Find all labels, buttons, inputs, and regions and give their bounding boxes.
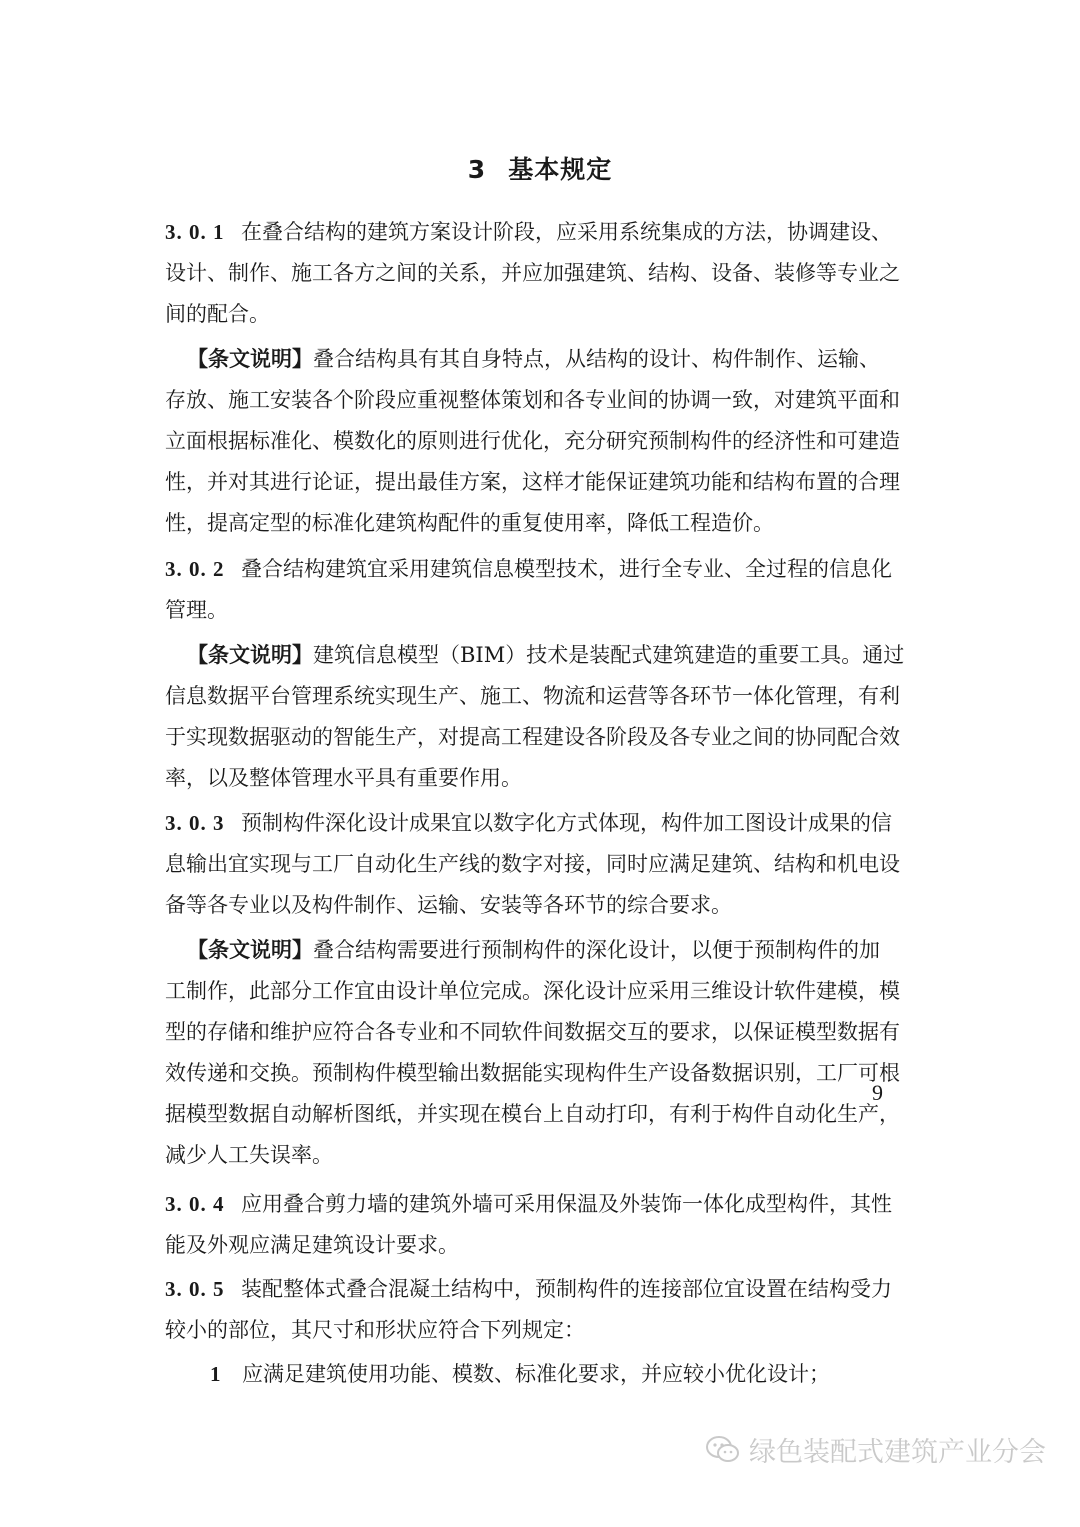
wechat-icon xyxy=(705,1435,741,1465)
note-text-line: 立面根据标准化、模数化的原则进行优化，充分研究预制构件的经济性和可建造 xyxy=(165,429,900,453)
note-text-line: 性，并对其进行论证，提出最佳方案，这样才能保证建筑功能和结构布置的合理 xyxy=(165,470,900,494)
clause-text-line: 叠合结构建筑宜采用建筑信息模型技术，进行全专业、全过程的信息化 xyxy=(241,557,892,581)
clause-3-0-3 xyxy=(165,803,915,926)
clause-number: 3. 0. 4 xyxy=(165,1192,225,1216)
item-number: 1 xyxy=(210,1362,221,1386)
clause-text-line: 息输出宜实现与工厂自动化生产线的数字对接，同时应满足建筑、结构和机电设 xyxy=(165,852,900,876)
note-text-line: 工制作，此部分工作宜由设计单位完成。深化设计应采用三维设计软件建模，模 xyxy=(165,979,900,1003)
clause-text-line: 备等各专业以及构件制作、运输、安装等各环节的综合要求。 xyxy=(165,893,732,917)
note-text-line: 型的存储和维护应符合各专业和不同软件间数据交互的要求，以保证模型数据有 xyxy=(165,1020,900,1044)
section-number: 3 xyxy=(467,155,487,184)
clause-text-line: 应用叠合剪力墙的建筑外墙可采用保温及外装饰一体化成型构件，其性 xyxy=(241,1192,892,1216)
watermark-text: 绿色装配式建筑产业分会 xyxy=(749,1437,1046,1468)
note-tag: 【条文说明】 xyxy=(187,938,313,962)
clause-text-line: 能及外观应满足建筑设计要求。 xyxy=(165,1233,459,1257)
clause-note-3-0-2 xyxy=(165,635,915,799)
clause-3-0-5 xyxy=(165,1269,915,1351)
clause-number: 3. 0. 1 xyxy=(165,220,225,244)
note-tag: 【条文说明】 xyxy=(187,643,313,667)
item-text: 应满足建筑使用功能、模数、标准化要求，并应较小优化设计； xyxy=(242,1362,830,1386)
clause-text-line: 管理。 xyxy=(165,598,228,622)
clause-text-line: 预制构件深化设计成果宜以数字化方式体现，构件加工图设计成果的信 xyxy=(241,811,892,835)
note-text-line: 减少人工失误率。 xyxy=(165,1143,333,1167)
clause-number: 3. 0. 3 xyxy=(165,811,225,835)
clause-note-3-0-1 xyxy=(165,339,915,544)
note-text-line: 存放、施工安装各个阶段应重视整体策划和各专业间的协调一致，对建筑平面和 xyxy=(165,388,900,412)
clause-text-line: 较小的部位，其尺寸和形状应符合下列规定： xyxy=(165,1318,585,1342)
clause-note-3-0-3 xyxy=(165,930,915,1176)
clause-text-line: 间的配合。 xyxy=(165,302,270,326)
watermark xyxy=(705,1430,1046,1469)
clause-3-0-1 xyxy=(165,212,915,335)
section-title-text: 基本规定 xyxy=(508,155,613,184)
note-text-line: 建筑信息模型（BIM）技术是装配式建筑建造的重要工具。通过 xyxy=(313,643,905,667)
note-text-line: 率，以及整体管理水平具有重要作用。 xyxy=(165,766,522,790)
clause-text-line: 设计、制作、施工各方之间的关系，并应加强建筑、结构、设备、装修等专业之 xyxy=(165,261,900,285)
section-title xyxy=(0,150,1080,186)
note-tag: 【条文说明】 xyxy=(187,347,313,371)
clause-text-line: 装配整体式叠合混凝土结构中，预制构件的连接部位宜设置在结构受力 xyxy=(241,1277,892,1301)
list-item xyxy=(168,1354,918,1395)
clause-3-0-4 xyxy=(165,1184,915,1266)
page-number: 9 xyxy=(872,1080,883,1105)
clause-3-0-2 xyxy=(165,549,915,631)
clause-number: 3. 0. 5 xyxy=(165,1277,225,1301)
note-text-line: 效传递和交换。预制构件模型输出数据能实现构件生产设备数据识别，工厂可根 xyxy=(165,1061,900,1085)
clause-number: 3. 0. 2 xyxy=(165,557,225,581)
note-text-line: 叠合结构需要进行预制构件的深化设计，以便于预制构件的加 xyxy=(313,938,880,962)
note-text-line: 据模型数据自动解析图纸，并实现在模台上自动打印，有利于构件自动化生产， xyxy=(165,1102,900,1126)
note-text-line: 信息数据平台管理系统实现生产、施工、物流和运营等各环节一体化管理，有利 xyxy=(165,684,900,708)
note-text-line: 于实现数据驱动的智能生产，对提高工程建设各阶段及各专业之间的协同配合效 xyxy=(165,725,900,749)
note-text-line: 叠合结构具有其自身特点，从结构的设计、构件制作、运输、 xyxy=(313,347,880,371)
note-text-line: 性，提高定型的标准化建筑构配件的重复使用率，降低工程造价。 xyxy=(165,511,774,535)
clause-text-line: 在叠合结构的建筑方案设计阶段，应采用系统集成的方法，协调建设、 xyxy=(241,220,892,244)
